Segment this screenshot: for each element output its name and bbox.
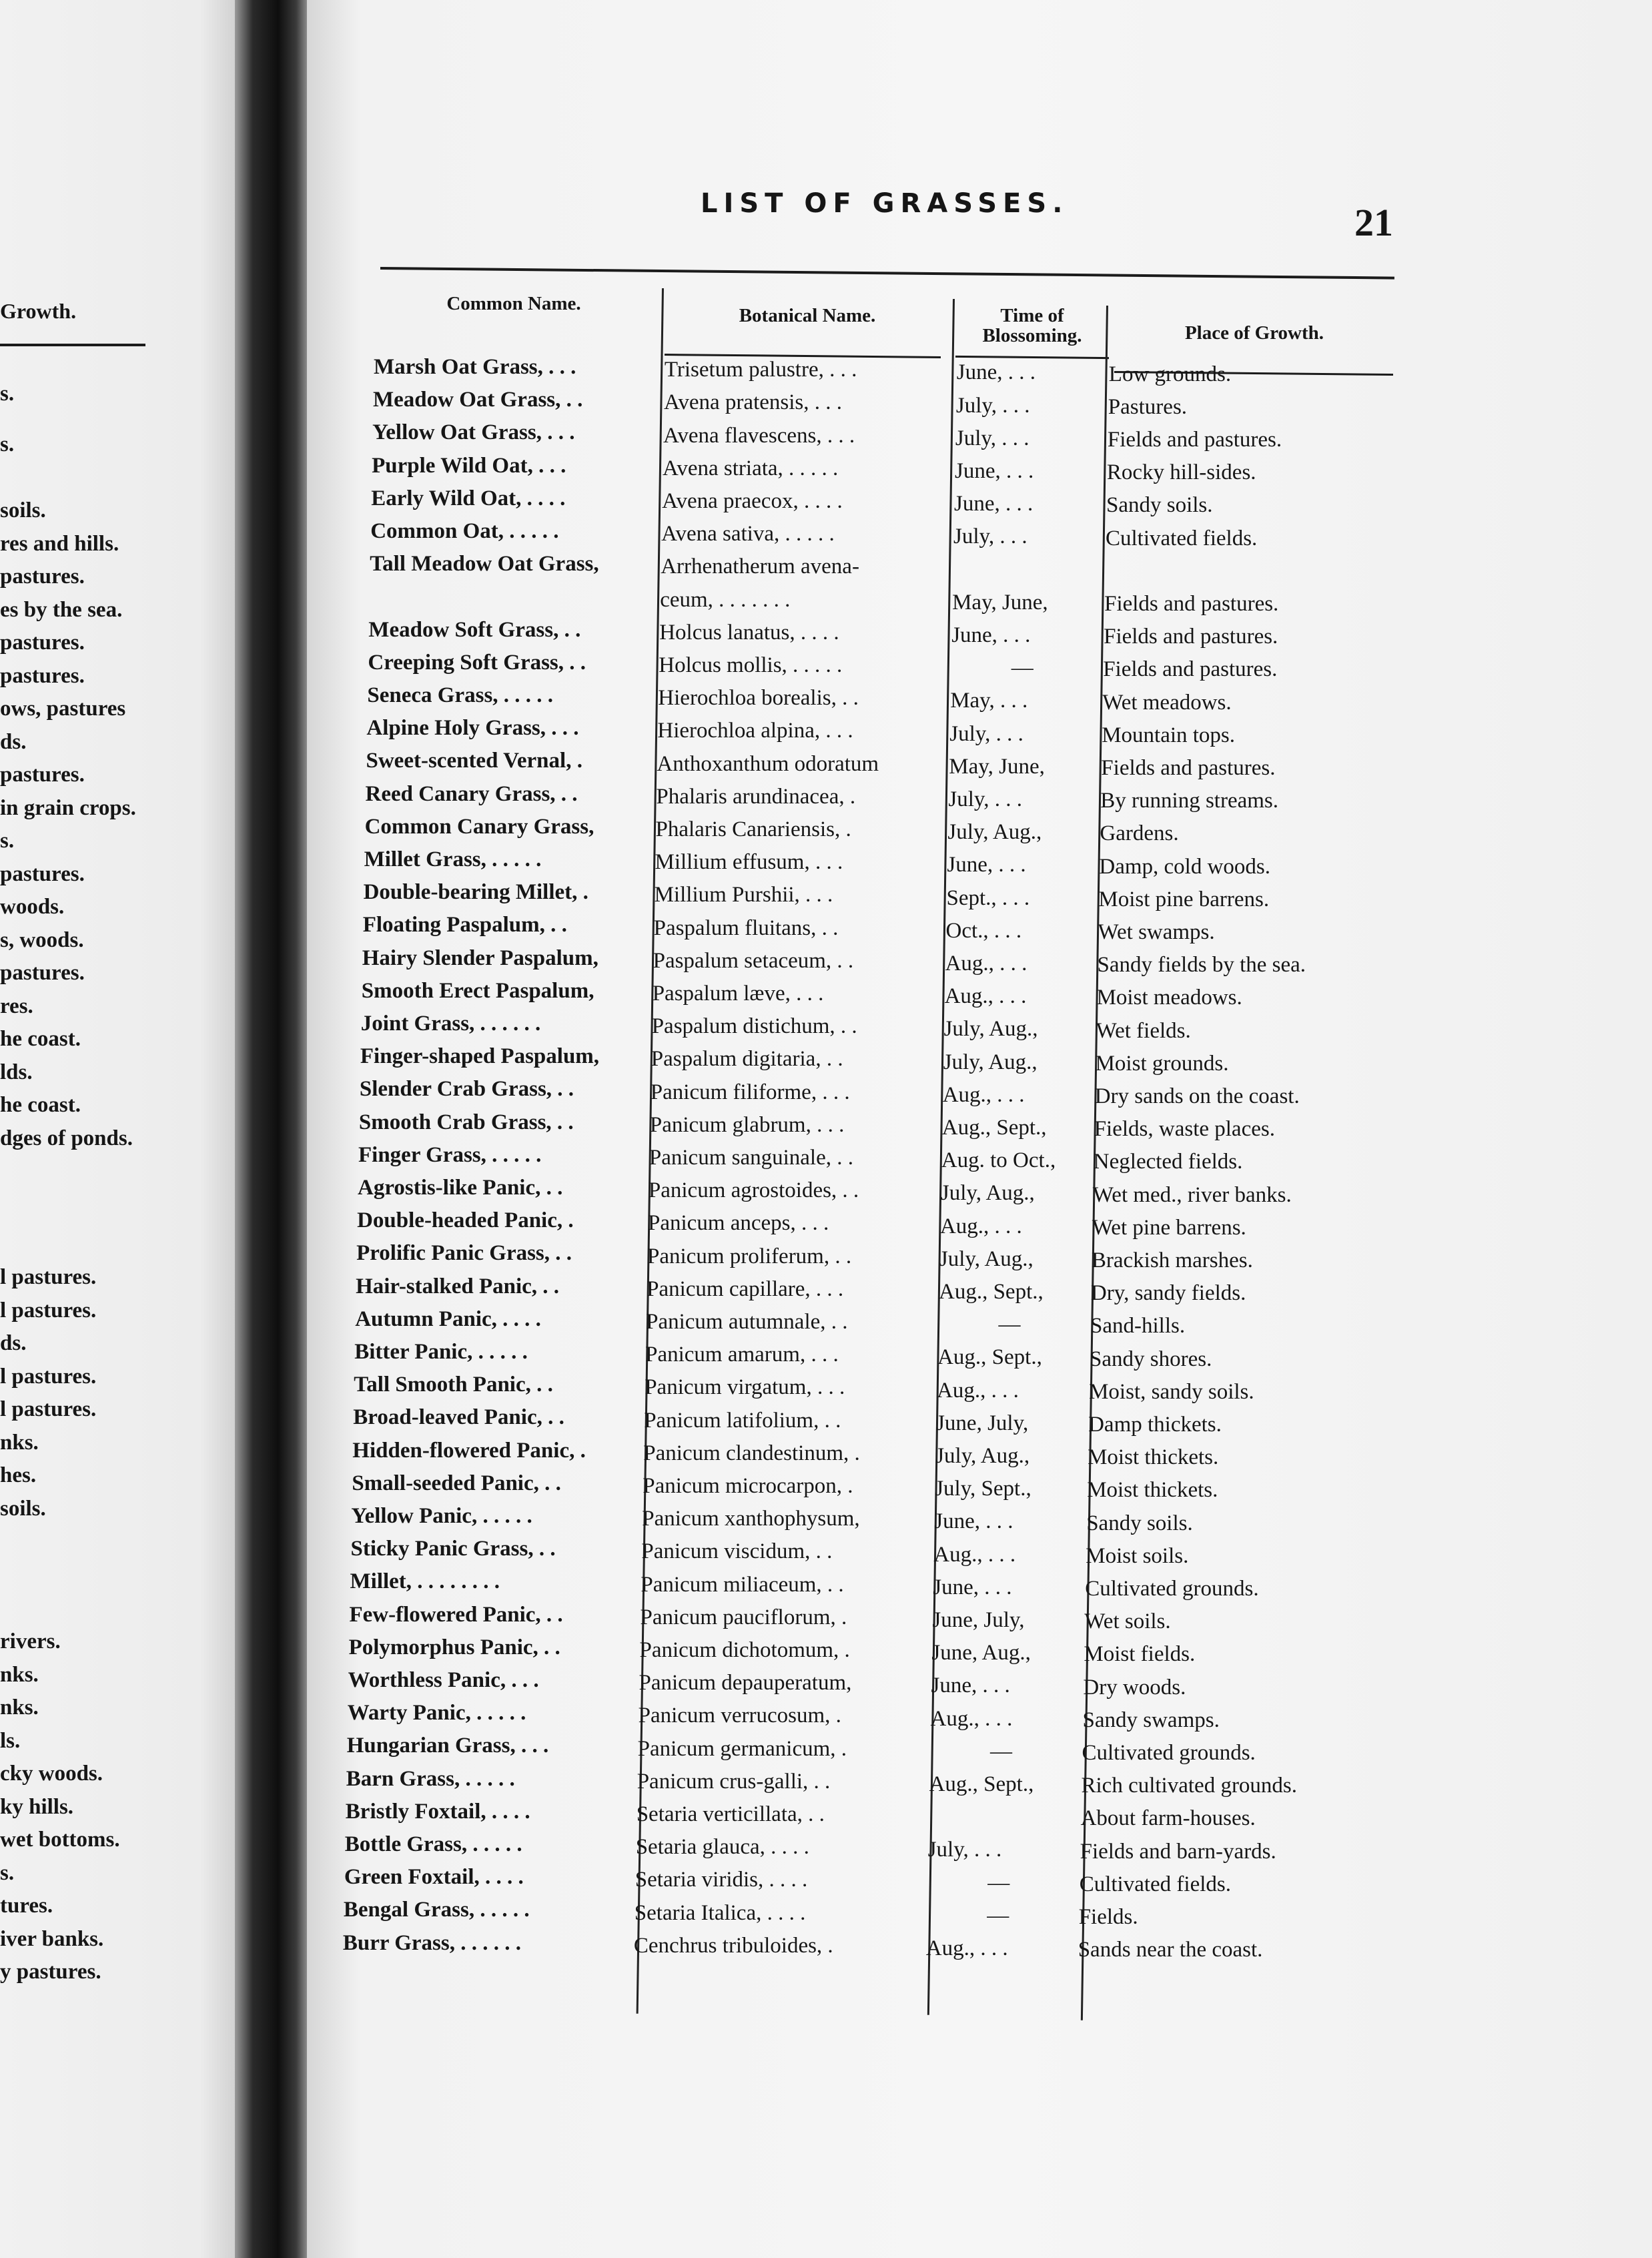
cell-time: June, . . . [933, 1575, 1012, 1599]
cell-time: Aug., . . . [944, 984, 1027, 1009]
cell-time: July, Aug., [940, 1181, 1035, 1206]
cell-common: Warty Panic, . . . . . [347, 1701, 526, 1726]
cell-common: Finger-shaped Paspalum, [360, 1044, 600, 1069]
cell-time: Aug., . . . [930, 1706, 1013, 1731]
cell-place: Sandy shores. [1090, 1347, 1212, 1371]
cell-place: Cultivated fields. [1106, 526, 1258, 550]
cell-botanical: Panicum capillare, . . . [647, 1276, 844, 1301]
cell-botanical: Paspalum digitaria, . . [651, 1047, 843, 1072]
cell-common: Double-bearing Millet, . [363, 880, 588, 905]
cell-common: Meadow Soft Grass, . . [368, 617, 581, 642]
cell-place: Fields, waste places. [1094, 1117, 1275, 1142]
left-page-line: woods. [0, 895, 65, 919]
cell-botanical: Panicum agrostoides, . . [648, 1178, 859, 1203]
left-page-line: s. [0, 382, 15, 406]
cell-place: About farm-houses. [1080, 1806, 1256, 1831]
cell-place: Dry woods. [1083, 1675, 1186, 1700]
left-page-line: wet bottoms. [0, 1828, 120, 1852]
page-number: 21 [1354, 201, 1393, 244]
cell-botanical: Panicum xanthophysum, [642, 1507, 860, 1531]
cell-place: Damp, cold woods. [1099, 854, 1271, 879]
cell-common: Millet Grass, . . . . . [364, 847, 542, 871]
cell-common: Marsh Oat Grass, . . . [374, 355, 576, 379]
left-page-line: soils. [0, 498, 46, 522]
cell-botanical: Millium Purshii, . . . [654, 883, 833, 907]
cell-place: Fields and pastures. [1107, 428, 1282, 452]
cell-botanical: Panicum amarum, . . . [645, 1343, 839, 1367]
cell-time: July, . . . [953, 524, 1027, 549]
cell-botanical: Panicum virgatum, . . . [645, 1375, 845, 1400]
left-page-line: lds. [0, 1060, 33, 1084]
cell-time: Sept., . . . [946, 885, 1030, 910]
cell-common: Bottle Grass, . . . . . [344, 1832, 522, 1856]
cell-common: Joint Grass, . . . . . . [360, 1012, 541, 1036]
cell-botanical: Holcus lanatus, . . . . [659, 620, 839, 645]
cell-botanical: Arrhenatherum avena- [661, 554, 859, 579]
cell-place: Fields and pastures. [1103, 657, 1278, 682]
left-page-line: nks. [0, 1696, 39, 1720]
left-page-line: pastures. [0, 862, 85, 886]
left-page-line: pastures. [0, 961, 85, 985]
cell-place: Sands near the coast. [1078, 1938, 1263, 1962]
cell-botanical: Panicum viscidum, . . [641, 1539, 833, 1564]
cell-time: — [987, 1903, 1009, 1928]
left-page-line: he coast. [0, 1027, 81, 1051]
cell-botanical: Paspalum setaceum, . . [653, 948, 854, 973]
header-time-of-blossoming: Time of Blossoming. [982, 305, 1082, 347]
left-page-line: dges of ponds. [0, 1126, 133, 1150]
cell-place: Brackish marshes. [1091, 1248, 1253, 1272]
cell-place: Low grounds. [1108, 362, 1232, 386]
cell-time: May, . . . [950, 689, 1028, 713]
cell-time: Aug., . . . [937, 1378, 1019, 1403]
cell-botanical: Panicum glabrum, . . . [649, 1112, 845, 1137]
cell-place: Cultivated grounds. [1082, 1741, 1256, 1765]
cell-time: June, July, [936, 1411, 1029, 1435]
cell-botanical: Avena flavescens, . . . [663, 423, 855, 448]
cell-place: Moist thickets. [1088, 1445, 1219, 1470]
cell-common: Hairy Slender Paspalum, [362, 946, 598, 970]
cell-botanical: Panicum proliferum, . . [647, 1244, 852, 1268]
cell-common: Alpine Holy Grass, . . . [366, 716, 579, 741]
cell-place: Dry sands on the coast. [1094, 1084, 1300, 1108]
cell-place: Fields and pastures. [1104, 625, 1278, 649]
cell-time: July, . . . [927, 1838, 1002, 1862]
cell-botanical: Avena sativa, . . . . . [661, 522, 835, 546]
cell-place: Moist fields. [1084, 1642, 1196, 1667]
header-botanical-name: Botanical Name. [739, 305, 876, 326]
left-page-line: tures. [0, 1894, 53, 1918]
cell-common: Early Wild Oat, . . . . [371, 486, 566, 510]
left-page-line: y pastures. [0, 1960, 101, 1984]
left-page-line: ds. [0, 1331, 27, 1355]
cell-place: Moist thickets. [1087, 1478, 1218, 1503]
cell-common: Smooth Crab Grass, . . [358, 1110, 574, 1134]
cell-place: Moist meadows. [1096, 986, 1242, 1010]
cell-botanical: Setaria viridis, . . . . [635, 1868, 808, 1892]
cell-botanical: Panicum latifolium, . . [644, 1408, 841, 1433]
left-page-line: l pastures. [0, 1397, 97, 1421]
cell-botanical: Phalaris Canariensis, . [655, 817, 851, 841]
cell-common: Broad-leaved Panic, . . [353, 1405, 564, 1430]
cell-botanical: Phalaris arundinacea, . [656, 784, 856, 809]
cell-time: Aug., . . . [925, 1936, 1008, 1960]
cell-common: Seneca Grass, . . . . . [367, 683, 554, 707]
cell-common: Slender Crab Grass, . . [359, 1077, 574, 1102]
cell-time: June, . . . [951, 623, 1031, 647]
cell-place: Mountain tops. [1102, 723, 1236, 747]
cell-place: Sandy fields by the sea. [1097, 953, 1306, 978]
cell-common: Few-flowered Panic, . . [349, 1602, 563, 1627]
book-gutter [235, 0, 307, 2258]
cell-time: July, . . . [955, 393, 1030, 418]
left-page-column-header: Growth. [0, 299, 77, 323]
cell-time: — [990, 1739, 1012, 1764]
cell-place: Moist soils. [1086, 1543, 1189, 1568]
cell-botanical: Panicum crus-galli, . . [637, 1769, 831, 1794]
cell-botanical: Panicum sanguinale, . . [649, 1146, 853, 1170]
cell-place: Wet swamps. [1098, 920, 1215, 944]
cell-botanical: Anthoxanthum odoratum [657, 751, 879, 776]
cell-common: Autumn Panic, . . . . [355, 1306, 541, 1331]
cell-place: Fields and pastures. [1104, 592, 1279, 616]
cell-botanical: Setaria glauca, . . . . [635, 1835, 809, 1860]
cell-botanical: Millium effusum, . . . [655, 850, 843, 875]
cell-place: Moist pine barrens. [1098, 887, 1270, 911]
cell-common: Burr Grass, . . . . . . [342, 1930, 521, 1955]
cell-common: Worthless Panic, . . . [348, 1668, 539, 1692]
left-page-line: res and hills. [0, 532, 119, 556]
left-page-line: in grain crops. [0, 796, 136, 820]
cell-time: June, . . . [955, 459, 1034, 483]
left-page-line: nks. [0, 1431, 39, 1455]
left-page-line: ows, pastures [0, 697, 126, 721]
left-page-line: he coast. [0, 1093, 81, 1117]
cell-botanical: Panicum clandestinum, . [643, 1441, 860, 1465]
cell-botanical: Avena striata, . . . . . [663, 456, 839, 480]
cell-time: July, Sept., [935, 1477, 1031, 1501]
left-page-line: iver banks. [0, 1927, 104, 1951]
cell-common: Barn Grass, . . . . . [346, 1766, 515, 1791]
cell-common: Bristly Foxtail, . . . . [345, 1799, 530, 1824]
cell-place: Sandy soils. [1106, 493, 1213, 518]
cell-place: Gardens. [1100, 821, 1179, 846]
cell-botanical: Panicum verrucosum, . [638, 1704, 841, 1728]
cell-time: June, . . . [931, 1673, 1010, 1698]
cell-botanical: Hierochloa borealis, . . [658, 686, 859, 711]
cell-place: Dry, sandy fields. [1090, 1281, 1246, 1306]
cell-common: Bengal Grass, . . . . . [343, 1898, 530, 1922]
left-page-line: pastures. [0, 664, 85, 688]
cell-time: Aug. to Oct., [941, 1148, 1056, 1173]
cell-common: Common Oat, . . . . . [370, 519, 559, 543]
cell-time: Aug., . . . [942, 1082, 1025, 1107]
left-page-line: l pastures. [0, 1265, 97, 1289]
cell-time: July, Aug., [935, 1444, 1030, 1468]
cell-time: Aug., Sept., [937, 1345, 1042, 1370]
left-page-line: hes. [0, 1463, 37, 1487]
cell-common: Small-seeded Panic, . . [352, 1471, 561, 1495]
cell-botanical: Cenchrus tribuloides, . [633, 1933, 833, 1958]
left-page-line: l pastures. [0, 1365, 97, 1389]
left-page-header-rule [0, 344, 145, 346]
cell-botanical: Avena praecox, . . . . [662, 489, 843, 513]
cell-botanical: ceum, . . . . . . . [660, 587, 791, 612]
cell-time: July, . . . [955, 426, 1029, 450]
left-page [0, 0, 235, 2258]
cell-common: Green Foxtail, . . . . [344, 1865, 524, 1890]
cell-time: Aug., Sept., [941, 1116, 1047, 1140]
cell-place: Sand-hills. [1090, 1314, 1186, 1339]
cell-place: Rich cultivated grounds. [1081, 1774, 1298, 1798]
left-page-line: es by the sea. [0, 598, 123, 622]
cell-botanical: Panicum germanicum, . [637, 1736, 847, 1761]
cell-place: Fields. [1078, 1905, 1138, 1929]
cell-place: Rocky hill-sides. [1106, 460, 1256, 485]
cell-place: Damp thickets. [1088, 1413, 1222, 1437]
cell-common: Floating Paspalum, . . [362, 913, 567, 937]
cell-time: — [987, 1870, 1010, 1895]
left-page-line: ky hills. [0, 1795, 74, 1819]
cell-common: Smooth Erect Paspalum, [361, 978, 594, 1003]
left-page-line: res. [0, 994, 33, 1018]
cell-botanical: Panicum filiforme, . . . [650, 1080, 850, 1104]
cell-time: June, July, [932, 1608, 1025, 1632]
cell-time: — [1011, 656, 1034, 681]
cell-common: Purple Wild Oat, . . . [372, 453, 566, 478]
cell-time: July, Aug., [939, 1246, 1034, 1271]
cell-place: Neglected fields. [1093, 1150, 1243, 1174]
cell-time: July, . . . [949, 721, 1023, 746]
cell-common: Hungarian Grass, . . . [346, 1734, 549, 1758]
cell-botanical: Paspalum fluitans, . . [653, 915, 839, 940]
cell-time: June, Aug., [931, 1641, 1031, 1665]
cell-botanical: Setaria verticillata, . . [636, 1802, 825, 1826]
cell-common: Yellow Oat Grass, . . . [372, 420, 575, 445]
cell-common: Sticky Panic Grass, . . [350, 1537, 556, 1561]
cell-place: Wet soils. [1084, 1609, 1171, 1634]
cell-place: Moist grounds. [1095, 1051, 1229, 1076]
cell-botanical: Setaria Italica, . . . . [634, 1900, 806, 1925]
left-page-line: pastures. [0, 631, 85, 655]
cell-botanical: Panicum depauperatum, [639, 1671, 852, 1696]
cell-place: Sandy soils. [1086, 1511, 1193, 1535]
cell-common: Meadow Oat Grass, . . [373, 388, 583, 412]
left-page-line: ds. [0, 730, 27, 754]
cell-time: Aug., Sept., [939, 1280, 1044, 1304]
left-page-line: s, woods. [0, 928, 84, 952]
cell-common: Hair-stalked Panic, . . [356, 1274, 560, 1298]
cell-botanical: Paspalum distichum, . . [651, 1014, 857, 1039]
cell-time: June, . . . [934, 1509, 1013, 1534]
cell-common: Creeping Soft Grass, . . [368, 650, 586, 675]
cell-common: Double-headed Panic, . [357, 1208, 574, 1233]
header-place-of-growth: Place of Growth. [1184, 322, 1324, 344]
cell-botanical: Panicum pauciflorum, . [640, 1605, 847, 1629]
cell-common: Finger Grass, . . . . . [358, 1142, 542, 1167]
cell-common: Common Canary Grass, [364, 814, 594, 839]
header-common-name: Common Name. [446, 293, 581, 314]
cell-place: By running streams. [1100, 789, 1279, 813]
left-page-line: l pastures. [0, 1298, 97, 1323]
cell-place: Wet fields. [1096, 1018, 1191, 1043]
cell-botanical: Panicum dichotomum, . [639, 1638, 850, 1662]
cell-place: Sandy swamps. [1082, 1708, 1220, 1732]
cell-common: Sweet-scented Vernal, . [366, 749, 582, 773]
cell-time: July, . . . [948, 787, 1023, 811]
cell-common: Agrostis-like Panic, . . [358, 1176, 563, 1200]
cell-botanical: Panicum autumnale, . . [646, 1310, 848, 1334]
cell-time: Aug., Sept., [929, 1772, 1034, 1796]
left-page-line: s. [0, 1861, 15, 1885]
cell-place: Pastures. [1108, 394, 1188, 419]
cell-botanical: Hierochloa alpina, . . . [657, 719, 853, 743]
cell-time: May, June, [952, 590, 1048, 615]
left-page-line: s. [0, 829, 15, 853]
cell-time: June, . . . [954, 492, 1034, 516]
cell-common: Hidden-flowered Panic, . [352, 1438, 586, 1463]
cell-common: Yellow Panic, . . . . . [351, 1504, 532, 1528]
cell-place: Fields and pastures. [1101, 756, 1276, 780]
cell-botanical: Trisetum palustre, . . . [664, 358, 857, 382]
left-page-line: cky woods. [0, 1762, 103, 1786]
cell-common: Bitter Panic, . . . . . [354, 1340, 528, 1364]
cell-common: Prolific Panic Grass, . . [356, 1241, 572, 1266]
cell-botanical: Panicum miliaceum, . . [641, 1572, 844, 1597]
left-page-line: nks. [0, 1663, 39, 1687]
cell-time: — [998, 1312, 1021, 1337]
cell-botanical: Panicum microcarpon, . [643, 1474, 853, 1498]
cell-place: Wet meadows. [1102, 690, 1232, 715]
left-page-line: rivers. [0, 1629, 61, 1653]
cell-common: Polymorphus Panic, . . [348, 1635, 560, 1659]
cell-place: Cultivated fields. [1079, 1872, 1231, 1896]
cell-time: July, Aug., [947, 820, 1042, 845]
running-head: LIST OF GRASSES. [701, 188, 1069, 219]
cell-botanical: Panicum anceps, . . . [648, 1211, 829, 1236]
cell-common: Reed Canary Grass, . . [365, 781, 578, 806]
cell-time: June, . . . [947, 853, 1026, 877]
cell-place: Cultivated grounds. [1085, 1577, 1259, 1601]
cell-time: Aug., . . . [945, 952, 1027, 976]
cell-place: Wet pine barrens. [1092, 1215, 1246, 1240]
cell-time: Aug., . . . [939, 1214, 1022, 1238]
cell-botanical: Paspalum læve, . . . [652, 982, 824, 1006]
cell-botanical: Holcus mollis, . . . . . [659, 653, 843, 677]
left-page-line: s. [0, 432, 15, 456]
left-page-line: pastures. [0, 564, 85, 589]
cell-common: Tall Meadow Oat Grass, [370, 552, 599, 577]
cell-common: Tall Smooth Panic, . . [354, 1373, 553, 1397]
cell-common: Millet, . . . . . . . . [350, 1569, 500, 1594]
cell-place: Wet med., river banks. [1092, 1182, 1292, 1207]
cell-place: Fields and barn-yards. [1080, 1839, 1276, 1864]
left-page-line: soils. [0, 1497, 46, 1521]
cell-time: July, Aug., [943, 1017, 1038, 1042]
cell-time: Oct., . . . [945, 918, 1022, 943]
left-page-line: pastures. [0, 763, 85, 787]
cell-botanical: Avena pratensis, . . . [664, 390, 842, 415]
left-page-line: ls. [0, 1729, 21, 1753]
cell-time: Aug., . . . [933, 1542, 1016, 1567]
cell-time: July, Aug., [943, 1050, 1038, 1074]
cell-place: Moist, sandy soils. [1089, 1379, 1254, 1404]
cell-time: June, . . . [956, 360, 1036, 385]
cell-time: May, June, [949, 754, 1045, 779]
